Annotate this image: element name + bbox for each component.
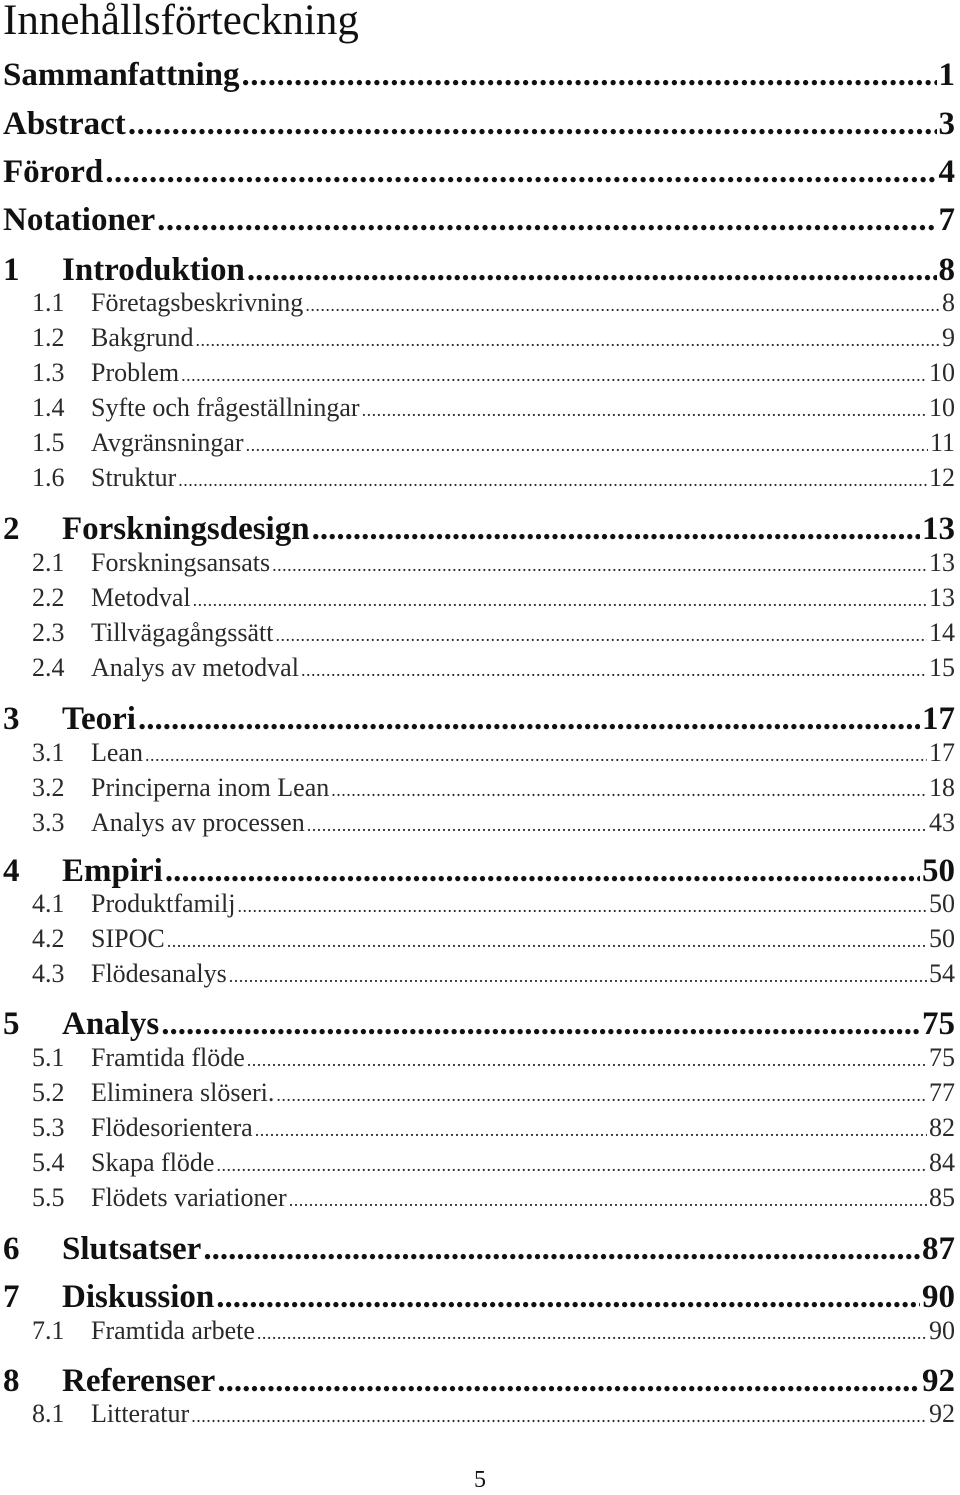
toc-entry-number: 2.2 bbox=[32, 583, 65, 612]
toc-entry-page: 84 bbox=[929, 1148, 955, 1177]
toc-entry-page: 13 bbox=[929, 548, 955, 577]
toc-entry-number: 5 bbox=[3, 1006, 20, 1042]
toc-entry-title: Litteratur bbox=[91, 1399, 190, 1428]
dot-leader bbox=[157, 200, 936, 240]
toc-entry-page: 18 bbox=[929, 773, 955, 802]
toc-entry[interactable] bbox=[3, 888, 955, 920]
toc-entry-title: Avgränsningar bbox=[91, 428, 244, 457]
toc-entry-title: Introduktion bbox=[62, 252, 245, 288]
toc-entry-title: Flödesorientera bbox=[91, 1113, 253, 1142]
toc-entry-page: 14 bbox=[929, 618, 955, 647]
toc-entry-number: 6 bbox=[3, 1231, 20, 1267]
toc-entry-page: 15 bbox=[929, 653, 955, 682]
toc-entry[interactable] bbox=[3, 1077, 955, 1109]
toc-entry[interactable] bbox=[3, 357, 955, 389]
toc-entry[interactable] bbox=[3, 287, 955, 319]
toc-entry-number: 4.3 bbox=[32, 959, 65, 988]
dot-leader bbox=[203, 1229, 920, 1269]
toc-entry-number: 3.1 bbox=[32, 738, 65, 767]
toc-entry-number: 1.5 bbox=[32, 428, 65, 457]
toc-entry[interactable] bbox=[3, 200, 955, 240]
toc-entry[interactable] bbox=[3, 923, 955, 955]
dot-leader bbox=[217, 1361, 920, 1401]
toc-entry-page: 8 bbox=[938, 252, 955, 288]
toc-entry-number: 1.2 bbox=[32, 323, 65, 352]
toc-entry-page: 11 bbox=[929, 428, 955, 457]
toc-entry-title: Forskningsansats bbox=[91, 548, 271, 577]
toc-entry-number: 5.2 bbox=[32, 1078, 65, 1107]
toc-entry[interactable] bbox=[3, 250, 955, 290]
dot-leader bbox=[178, 464, 927, 496]
toc-entry[interactable] bbox=[3, 104, 955, 144]
toc-entry-page: 50 bbox=[922, 853, 955, 889]
toc-entry[interactable] bbox=[3, 322, 955, 354]
dot-leader bbox=[229, 960, 927, 992]
dot-leader bbox=[167, 925, 927, 957]
toc-entry[interactable] bbox=[3, 1398, 955, 1430]
toc-entry[interactable] bbox=[3, 958, 955, 990]
dot-leader bbox=[128, 104, 937, 144]
toc-entry-page: 12 bbox=[929, 463, 955, 492]
toc-entry[interactable] bbox=[3, 427, 955, 459]
toc-entry[interactable] bbox=[3, 1112, 955, 1144]
toc-entry-number: 1.3 bbox=[32, 358, 65, 387]
toc-entry-page: 10 bbox=[929, 358, 955, 387]
toc-entry-number: 5.4 bbox=[32, 1148, 65, 1177]
toc-entry-title: Sammanfattning bbox=[3, 57, 240, 93]
dot-leader bbox=[362, 394, 927, 426]
toc-entry-page: 87 bbox=[922, 1231, 955, 1267]
toc-entry[interactable] bbox=[3, 582, 955, 614]
page-number: 5 bbox=[474, 1467, 486, 1493]
toc-entry[interactable] bbox=[3, 699, 955, 739]
toc-entry-title: Analys av processen bbox=[91, 808, 305, 837]
dot-leader bbox=[165, 851, 920, 891]
toc-entry-title: Abstract bbox=[3, 106, 126, 142]
toc-entry-number: 2.4 bbox=[32, 653, 65, 682]
toc-entry-number: 3.2 bbox=[32, 773, 65, 802]
toc-entry-title: Empiri bbox=[62, 853, 163, 889]
toc-entry[interactable] bbox=[3, 772, 955, 804]
dot-leader bbox=[145, 739, 927, 771]
toc-entry-title: Diskussion bbox=[62, 1279, 215, 1315]
toc-entry-page: 13 bbox=[929, 583, 955, 612]
toc-entry-page: 17 bbox=[929, 738, 955, 767]
toc-entry-title: Bakgrund bbox=[91, 323, 194, 352]
toc-entry-title: Framtida arbete bbox=[91, 1316, 255, 1345]
toc-entry-number: 3.3 bbox=[32, 808, 65, 837]
toc-entry-page: 75 bbox=[929, 1043, 955, 1072]
toc-entry-title: Forskningsdesign bbox=[62, 511, 310, 547]
page-title: Innehållsförteckning bbox=[3, 0, 359, 44]
toc-entry-page: 9 bbox=[942, 323, 955, 352]
toc-entry-page: 10 bbox=[929, 393, 955, 422]
toc-entry-page: 90 bbox=[922, 1279, 955, 1315]
toc-entry[interactable] bbox=[3, 1315, 955, 1347]
toc-entry-number: 1.4 bbox=[32, 393, 65, 422]
toc-entry[interactable] bbox=[3, 1277, 955, 1317]
toc-entry-title: Flödesanalys bbox=[91, 959, 227, 988]
dot-leader bbox=[247, 250, 937, 290]
toc-entry[interactable] bbox=[3, 737, 955, 769]
dot-leader bbox=[242, 55, 937, 95]
toc-entry-title: Slutsatser bbox=[62, 1231, 202, 1267]
toc-entry-page: 43 bbox=[929, 808, 955, 837]
toc-entry-title: Tillvägagångssätt bbox=[91, 618, 274, 647]
toc-entry-number: 1 bbox=[3, 252, 20, 288]
dot-leader bbox=[257, 1317, 927, 1349]
toc-entry-page: 1 bbox=[938, 57, 955, 93]
dot-leader bbox=[272, 549, 927, 581]
toc-entry-number: 2.3 bbox=[32, 618, 65, 647]
toc-entry-title: Referenser bbox=[62, 1363, 216, 1399]
toc-entry[interactable] bbox=[3, 152, 955, 192]
toc-entry[interactable] bbox=[3, 1182, 955, 1214]
toc-entry-title: Problem bbox=[91, 358, 180, 387]
dot-leader bbox=[276, 1079, 927, 1111]
dot-leader bbox=[138, 699, 920, 739]
toc-entry-page: 75 bbox=[922, 1006, 955, 1042]
toc-entry[interactable] bbox=[3, 1042, 955, 1074]
dot-leader bbox=[191, 1400, 927, 1432]
toc-entry-page: 13 bbox=[922, 511, 955, 547]
toc-entry-number: 8.1 bbox=[32, 1399, 65, 1428]
dot-leader bbox=[331, 774, 927, 806]
dot-leader bbox=[246, 429, 928, 461]
toc-entry-number: 5.1 bbox=[32, 1043, 65, 1072]
toc-entry[interactable] bbox=[3, 652, 955, 684]
toc-entry-title: Analys av metodval bbox=[91, 653, 299, 682]
dot-leader bbox=[275, 619, 927, 651]
dot-leader bbox=[161, 1004, 920, 1044]
toc-entry-page: 85 bbox=[929, 1183, 955, 1212]
toc-entry-number: 2.1 bbox=[32, 548, 65, 577]
toc-entry-title: Principerna inom Lean bbox=[91, 773, 330, 802]
toc-entry-title: Eliminera slöseri. bbox=[91, 1078, 275, 1107]
toc-entry-number: 1.1 bbox=[32, 288, 65, 317]
toc-entry-title: Förord bbox=[3, 154, 104, 190]
toc-entry[interactable] bbox=[3, 392, 955, 424]
dot-leader bbox=[196, 324, 940, 356]
dot-leader bbox=[255, 1114, 927, 1146]
dot-leader bbox=[216, 1149, 927, 1181]
toc-entry-number: 8 bbox=[3, 1363, 20, 1399]
toc-entry-page: 50 bbox=[929, 889, 955, 918]
toc-entry[interactable] bbox=[3, 1361, 955, 1401]
toc-entry-page: 92 bbox=[929, 1399, 955, 1428]
dot-leader bbox=[307, 809, 927, 841]
toc-entry-title: SIPOC bbox=[91, 924, 165, 953]
toc-entry-number: 5.3 bbox=[32, 1113, 65, 1142]
dot-leader bbox=[181, 359, 927, 391]
dot-leader bbox=[237, 890, 927, 922]
toc-entry-page: 54 bbox=[929, 959, 955, 988]
toc-entry-page: 8 bbox=[942, 288, 955, 317]
dot-leader bbox=[105, 152, 936, 192]
toc-entry-number: 7 bbox=[3, 1279, 20, 1315]
toc-entry-title: Framtida flöde bbox=[91, 1043, 245, 1072]
toc-entry-number: 7.1 bbox=[32, 1316, 65, 1345]
dot-leader bbox=[193, 584, 927, 616]
toc-entry-title: Syfte och frågeställningar bbox=[91, 393, 360, 422]
toc-entry[interactable] bbox=[3, 851, 955, 891]
toc-entry-title: Företagsbeskrivning bbox=[91, 288, 304, 317]
dot-leader bbox=[301, 654, 927, 686]
toc-entry-page: 92 bbox=[922, 1363, 955, 1399]
toc-entry[interactable] bbox=[3, 1004, 955, 1044]
toc-entry-title: Skapa flöde bbox=[91, 1148, 215, 1177]
dot-leader bbox=[312, 509, 920, 549]
toc-entry-page: 3 bbox=[938, 106, 955, 142]
toc-entry-number: 3 bbox=[3, 701, 20, 737]
toc-entry-page: 7 bbox=[938, 202, 955, 238]
dot-leader bbox=[305, 289, 940, 321]
dot-leader bbox=[289, 1184, 927, 1216]
toc-entry-title: Produktfamilj bbox=[91, 889, 236, 918]
toc-entry-page: 4 bbox=[938, 154, 955, 190]
dot-leader bbox=[216, 1277, 920, 1317]
toc-entry-title: Teori bbox=[62, 701, 136, 737]
toc-entry-page: 77 bbox=[929, 1078, 955, 1107]
dot-leader bbox=[247, 1044, 927, 1076]
toc-entry-number: 1.6 bbox=[32, 463, 65, 492]
toc-entry-title: Struktur bbox=[91, 463, 177, 492]
toc-entry[interactable] bbox=[3, 462, 955, 494]
toc-entry-title: Analys bbox=[62, 1006, 160, 1042]
toc-entry[interactable] bbox=[3, 509, 955, 549]
toc-entry[interactable] bbox=[3, 55, 955, 95]
toc-entry-title: Lean bbox=[91, 738, 143, 767]
toc-entry[interactable] bbox=[3, 1229, 955, 1269]
toc-entry-page: 50 bbox=[929, 924, 955, 953]
toc-entry-number: 4 bbox=[3, 853, 20, 889]
toc-entry-title: Metodval bbox=[91, 583, 191, 612]
toc-entry[interactable] bbox=[3, 807, 955, 839]
toc-entry[interactable] bbox=[3, 547, 955, 579]
toc-entry[interactable] bbox=[3, 617, 955, 649]
toc-entry-page: 90 bbox=[929, 1316, 955, 1345]
toc-entry-title: Flödets variationer bbox=[91, 1183, 287, 1212]
toc-entry-number: 2 bbox=[3, 511, 20, 547]
toc-entry-number: 5.5 bbox=[32, 1183, 65, 1212]
toc-entry-page: 17 bbox=[922, 701, 955, 737]
toc-entry-page: 82 bbox=[929, 1113, 955, 1142]
toc-entry-number: 4.1 bbox=[32, 889, 65, 918]
toc-entry-number: 4.2 bbox=[32, 924, 65, 953]
toc-entry[interactable] bbox=[3, 1147, 955, 1179]
toc-entry-title: Notationer bbox=[3, 202, 156, 238]
